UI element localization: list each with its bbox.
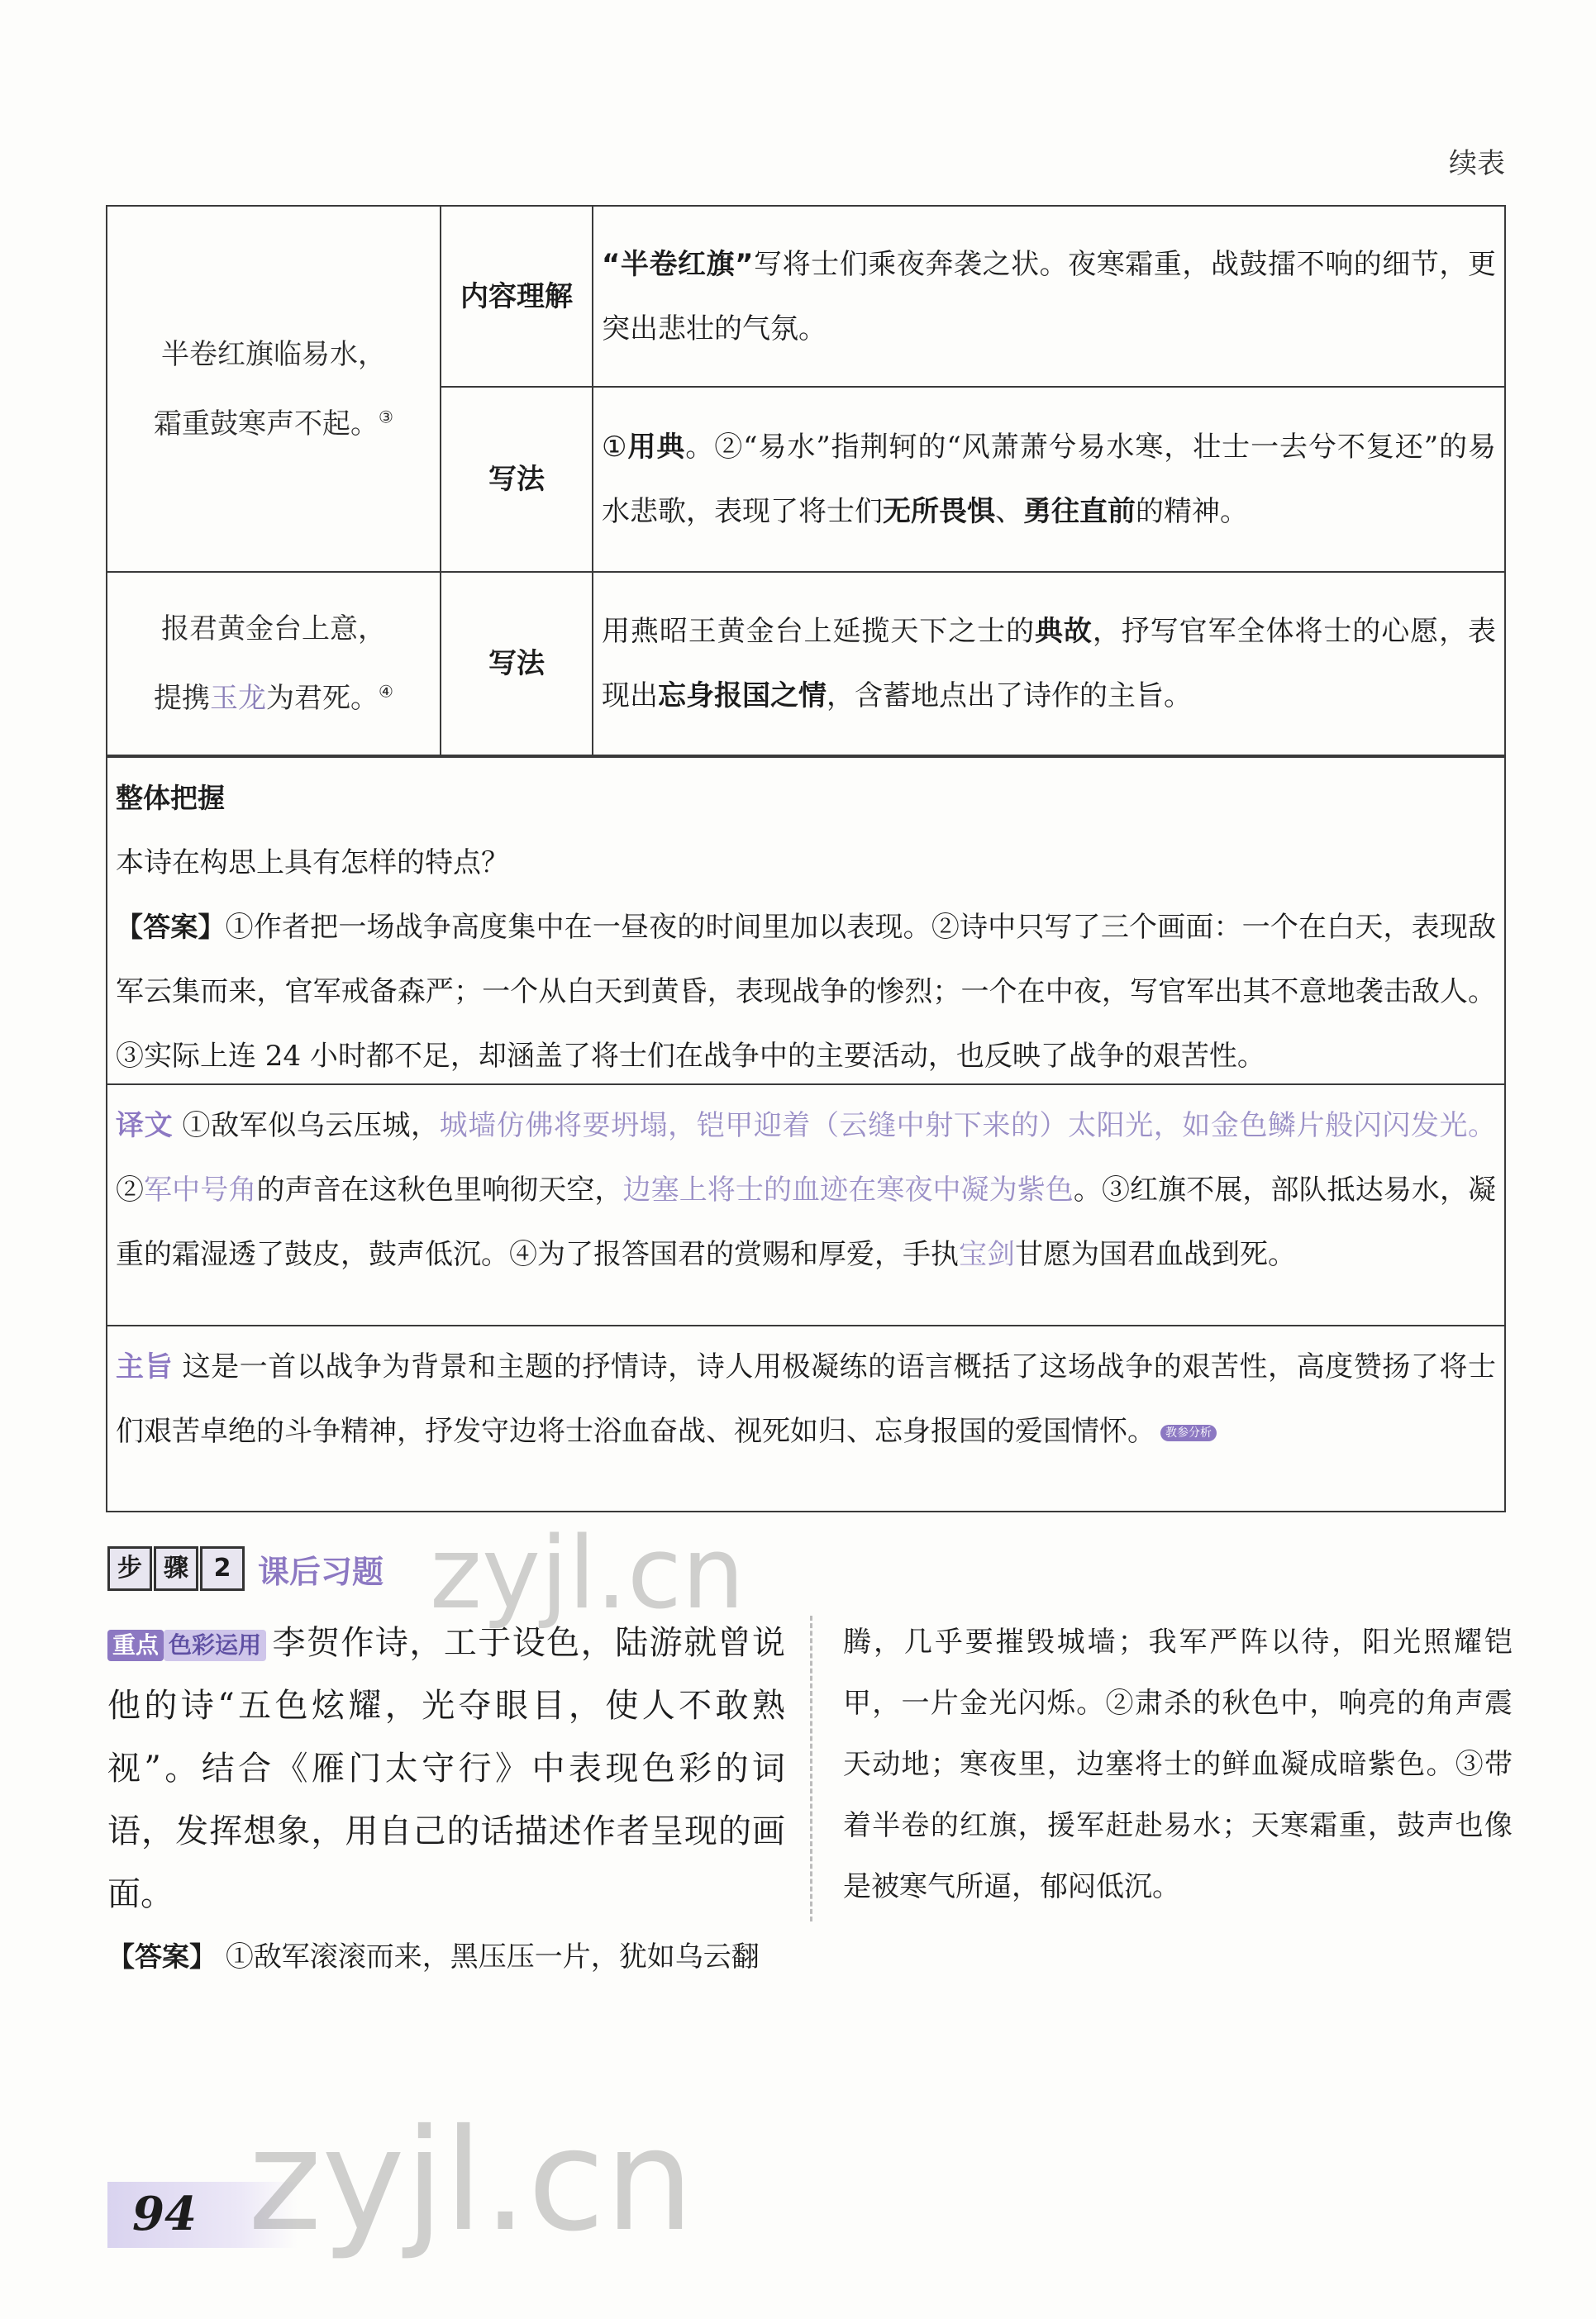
section-title: 整体把握	[116, 782, 225, 814]
step-char: 骤	[154, 1546, 198, 1591]
table-row	[107, 207, 1504, 387]
bold-term: 勇往直前	[1023, 495, 1136, 528]
highlighted-word: 玉龙	[210, 682, 267, 715]
poem-line: 霜重鼓寒声不起。	[154, 407, 379, 440]
teaching-analysis-badge: 教参分析	[1160, 1425, 1217, 1441]
step-header	[107, 1545, 384, 1592]
text: 的精神。	[1136, 495, 1248, 528]
highlighted-text: 军中号角	[144, 1174, 257, 1207]
continued-label: 续表	[1449, 147, 1505, 180]
bold-term: 典故	[1035, 615, 1093, 648]
exercise-question	[107, 1612, 785, 1988]
text: 的声音在这秋色里响彻天空，	[256, 1174, 623, 1207]
poem-line: 报君黄金台上意，	[161, 612, 386, 645]
overall-section	[107, 756, 1504, 1083]
watermark: zyjl.cn	[248, 2099, 694, 2263]
answer-label: 【答案】	[107, 1940, 217, 1973]
text: ，抒写官军全体将士的心愿，表现出	[602, 615, 1497, 712]
analysis-frame	[106, 205, 1506, 1512]
text: 。③红旗不展，部队抵达易水，凝重的霜湿透了鼓皮，鼓声低沉。④为了报答国君的赏赐和厚爱，手执	[116, 1174, 1497, 1271]
question-text: 本诗在构思上具有怎样的特点？	[116, 846, 509, 879]
poem-cell	[107, 207, 441, 572]
content-cell	[593, 572, 1504, 755]
kind-cell: 内容理解	[441, 207, 593, 387]
answer-label: 【答案】	[116, 911, 226, 943]
watermark: zyjl.cn	[430, 1517, 745, 1631]
key-badge: 重点	[107, 1630, 164, 1661]
text: ①	[602, 431, 628, 464]
poem-line: 半卷红旗临易水，	[161, 337, 386, 371]
translation-label: 译文	[116, 1109, 174, 1142]
theme-label: 主旨	[116, 1350, 174, 1383]
highlighted-text: 边塞上将士的血迹在寒夜中凝为紫色	[622, 1174, 1074, 1207]
column-divider	[810, 1616, 812, 1921]
kind-cell: 写法	[441, 572, 593, 755]
answer-text: ①作者把一场战争高度集中在一昼夜的时间里加以表现。②诗中只写了三个画面：一个在白天，表现敌军云集而来，官军戒备森严；一个从白天到黄昏，表现战争的惨烈；一个在中夜，写官军出其不意地袭击敌人。③实际上连 24 小时都不足，却涵盖了将士们在战争中的主要活动，也反映了战争的艰苦性。	[116, 911, 1497, 1073]
poem-cell	[107, 572, 441, 755]
answer-text: ①敌军滚滚而来，黑压压一片，犹如乌云翻	[225, 1940, 760, 1974]
kind-cell: 写法	[441, 387, 593, 572]
content-cell	[593, 207, 1504, 387]
theme-section	[107, 1325, 1504, 1474]
theme-text: 这是一首以战争为背景和主题的抒情诗，诗人用极凝练的语言概括了这场战争的艰苦性，高度赞扬了将士们艰苦卓绝的斗争精神，抒发守边将士浴血奋战、视死如归、忘身报国的爱国情怀。	[116, 1350, 1497, 1448]
translation-section	[107, 1083, 1504, 1325]
table-row	[107, 572, 1504, 755]
poem-line: 提携	[154, 682, 211, 715]
poem-analysis-table	[107, 207, 1504, 756]
text: ②	[116, 1174, 145, 1207]
page-number: 94	[132, 2187, 197, 2241]
text: 甘愿为国君血战到死。	[1015, 1238, 1296, 1271]
highlighted-text: 城墙仿佛将要坍塌，铠甲迎着（云缝中射下来的）太阳光，如金色鳞片般闪闪发光。	[439, 1109, 1497, 1142]
text: ，含蓄地点出了诗作的主旨。	[827, 679, 1192, 712]
step-char: 步	[107, 1546, 152, 1591]
footnote-mark: ④	[379, 681, 393, 702]
bold-term: 用典	[627, 431, 686, 464]
question-text: 李贺作诗，工于设色，陆游就曾说他的诗“五色炫耀，光夺眼目，使人不敢熟视”。结合《雁门太守行》中表现色彩的词语，发挥想象，用自己的话描述作者呈现的画面。	[107, 1624, 785, 1913]
text: 。②“易水”指荆轲的“风萧萧兮易水寒，壮士一去兮不复还”的易水悲歌，表现了将士们	[602, 431, 1496, 528]
highlighted-text: 宝剑	[959, 1238, 1015, 1271]
text: 、	[995, 495, 1023, 528]
text: 写将士们乘夜奔袭之状。夜寒霜重，战鼓擂不响的细节，更突出悲壮的气氛。	[602, 247, 1496, 345]
topic-badge: 色彩运用	[164, 1630, 266, 1661]
poem-line: 为君死。	[266, 682, 379, 715]
exercise-answer-continued: 腾，几乎要摧毁城墙；我军严阵以待，阳光照耀铠甲，一片金光闪烁。②肃杀的秋色中，响亮的角声震天动地；寒夜里，边塞将士的鲜血凝成暗紫色。③带着半卷的红旗，援军赶赴易水；天寒霜重，鼓声也像是被寒气所逼，郁闷低沉。	[843, 1626, 1513, 1903]
bold-term: 无所畏惧	[883, 495, 995, 528]
text: ①敌军似乌云压城，	[182, 1109, 440, 1142]
page-number-block	[107, 2182, 298, 2248]
bold-term: 忘身报国之情	[658, 679, 827, 712]
text: 用燕昭王黄金台上延揽天下之士的	[602, 615, 1035, 648]
step-title: 课后习题	[258, 1553, 384, 1590]
step-number: 2	[200, 1546, 245, 1591]
bold-term: “半卷红旗”	[602, 247, 754, 281]
content-cell	[593, 387, 1504, 572]
footnote-mark: ③	[379, 407, 393, 427]
